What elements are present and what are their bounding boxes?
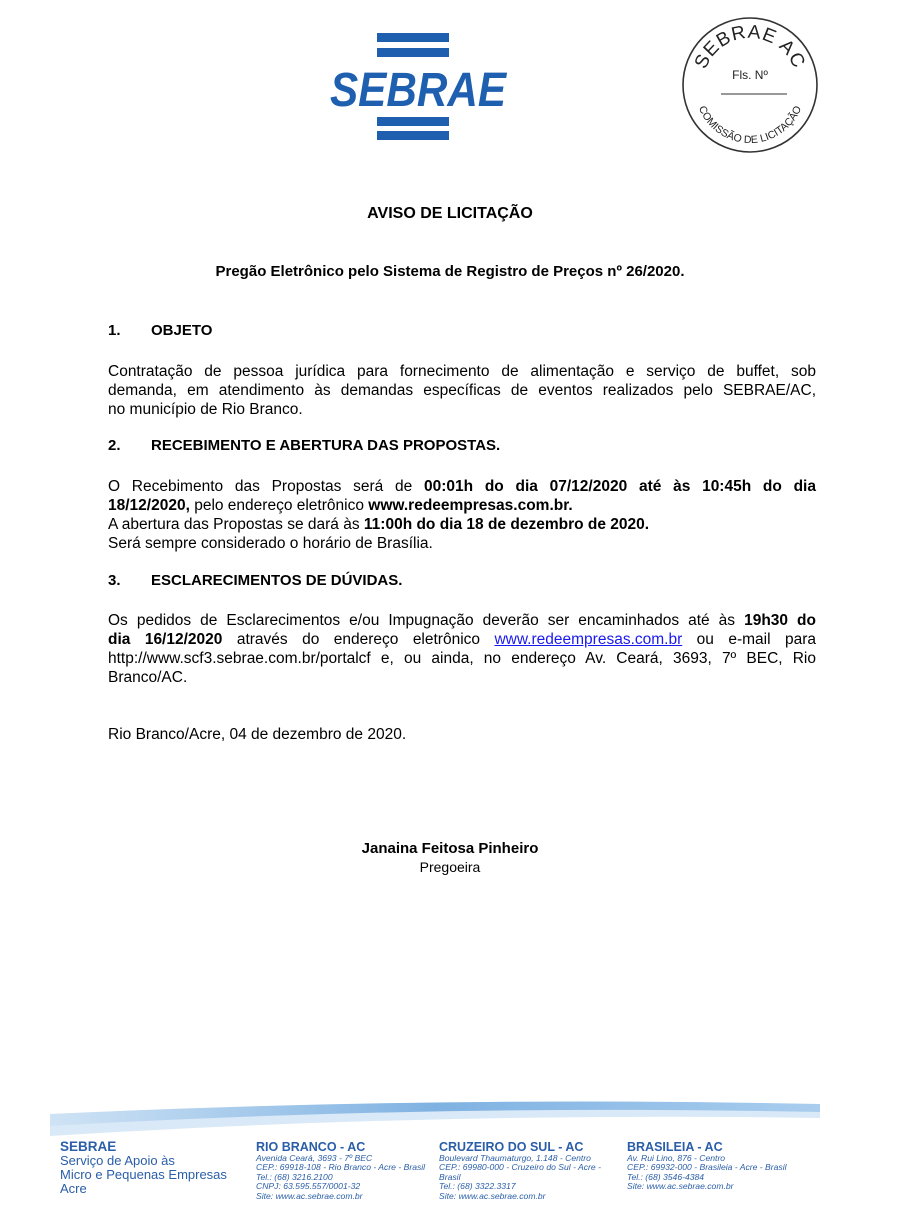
text-run: Os pedidos de Esclarecimentos e/ou Impugnação deverão ser encaminhados até às — [108, 612, 745, 629]
section-2-heading — [108, 437, 816, 454]
paragraph-line: no município de Rio Branco. — [108, 401, 303, 418]
office-line: Boulevard Thaumaturgo, 1.148 - Centro — [439, 1153, 591, 1163]
deadline-time: 19h30 do — [744, 612, 816, 629]
paragraph-line — [108, 630, 816, 649]
paragraph-line: Contratação de pessoa jurídica para fornecimento de alimentação e serviço de buffet, sob — [108, 363, 816, 380]
text-run: O Recebimento das Propostas será de — [108, 478, 424, 495]
opening-datetime: 11:00h do dia 18 de dezembro de 2020. — [363, 516, 650, 533]
office-title: RIO BRANCO - AC — [256, 1140, 366, 1154]
text-run: através do endereço eletrônico — [222, 631, 495, 648]
office-line: CNPJ: 63.595.557/0001-32 — [256, 1181, 361, 1192]
office-title: CRUZEIRO DO SUL - AC — [439, 1140, 584, 1154]
paragraph-line — [108, 611, 816, 630]
stamp-bottom-text: COMISSÃO DE LICITAÇÃO — [695, 104, 805, 147]
text-run: ou e-mail para — [682, 631, 816, 648]
deadline-date: dia 16/12/2020 — [108, 631, 223, 648]
section-1-heading — [108, 322, 816, 339]
paragraph-line: Será sempre considerado o horário de Brasília. — [108, 535, 433, 552]
receipt-period: 00:01h do dia 07/12/2020 até às 10:45h do dia — [423, 478, 816, 495]
footer-office-cruzeiro-do-sul — [439, 1140, 623, 1201]
section-2-body — [108, 477, 816, 553]
footer-org-name: SEBRAE — [60, 1139, 117, 1154]
paragraph-line — [108, 477, 816, 496]
signatory-name: Janaina Feitosa Pinheiro — [361, 840, 539, 857]
paragraph-line: demanda, em atendimento às demandas específicas de eventos realizados pelo SEBRAE/AC, — [108, 382, 816, 399]
receipt-end-date: 18/12/2020, — [108, 497, 190, 514]
section-number: 1. — [108, 322, 121, 339]
signatory-role: Pregoeira — [419, 859, 481, 875]
paragraph-line — [108, 496, 816, 515]
section-3-body — [108, 611, 816, 687]
text-run: pelo endereço eletrônico — [189, 497, 369, 514]
section-number: 2. — [108, 437, 121, 454]
svg-text:SEBRAE AC — [691, 22, 809, 72]
paragraph-line: Branco/AC. — [108, 669, 188, 686]
section-title: ESCLARECIMENTOS DE DÚVIDAS. — [151, 572, 403, 589]
sebrae-logo — [328, 33, 508, 140]
document-title: AVISO DE LICITAÇÃO — [367, 205, 533, 222]
footer-org-line: Acre — [60, 1181, 87, 1196]
footer-office-rio-branco — [256, 1140, 432, 1201]
section-number: 3. — [108, 572, 121, 589]
footer-org-line: Micro e Pequenas Empresas — [60, 1167, 227, 1182]
office-line: Tel.: (68) 3322.3317 — [439, 1181, 516, 1192]
committee-stamp — [681, 16, 819, 154]
logo-wordmark: SEBRAE — [330, 64, 508, 117]
section-1-body — [108, 362, 816, 419]
stamp-label: Fls. Nº — [732, 68, 768, 82]
section-title: OBJETO — [151, 322, 213, 339]
footer-organization — [60, 1140, 250, 1196]
office-line: CEP.: 69980-000 - Cruzeiro do Sul - Acre - Brasil — [439, 1162, 601, 1182]
document-subtitle: Pregão Eletrônico pelo Sistema de Registro de Preços nº 26/2020. — [215, 263, 685, 280]
office-line: Site: www.ac.sebrae.com.br — [439, 1190, 546, 1201]
place-date: Rio Branco/Acre, 04 de dezembro de 2020. — [108, 726, 407, 743]
office-line: Tel.: (68) 3546-4384 — [627, 1171, 705, 1182]
section-3-heading — [108, 572, 816, 589]
stamp-top-text: SEBRAE AC — [690, 21, 810, 73]
office-line: CEP.: 69918-108 - Rio Branco - Acre - Brasil — [256, 1162, 426, 1173]
footer-office-brasileia — [627, 1140, 797, 1192]
paragraph-line — [108, 515, 816, 534]
office-line: CEP.: 69932-000 - Brasileia - Acre - Brasil — [627, 1162, 787, 1173]
office-line: Avenida Ceará, 3693 - 7º BEC — [256, 1153, 373, 1163]
section-title: RECEBIMENTO E ABERTURA DAS PROPOSTAS. — [151, 437, 501, 454]
office-line: Site: www.ac.sebrae.com.br — [627, 1181, 734, 1192]
footer-wave — [50, 1096, 820, 1146]
office-line: Av. Rui Lino, 876 - Centro — [627, 1153, 726, 1163]
footer-org-line: Serviço de Apoio às — [60, 1153, 175, 1168]
redeempresas-link[interactable]: www.redeempresas.com.br — [494, 631, 683, 648]
office-line: Tel.: (68) 3216.2100 — [256, 1171, 333, 1182]
paragraph-line: http://www.scf3.sebrae.com.br/portalcf e, ou ainda, no endereço Av. Ceará, 3693, 7º BEC, Rio — [108, 650, 816, 667]
office-title: BRASILEIA - AC — [627, 1140, 723, 1154]
text-run: A abertura das Propostas se dará às — [108, 516, 364, 533]
office-line: Site: www.ac.sebrae.com.br — [256, 1190, 363, 1201]
website-address: www.redeempresas.com.br. — [368, 497, 573, 514]
